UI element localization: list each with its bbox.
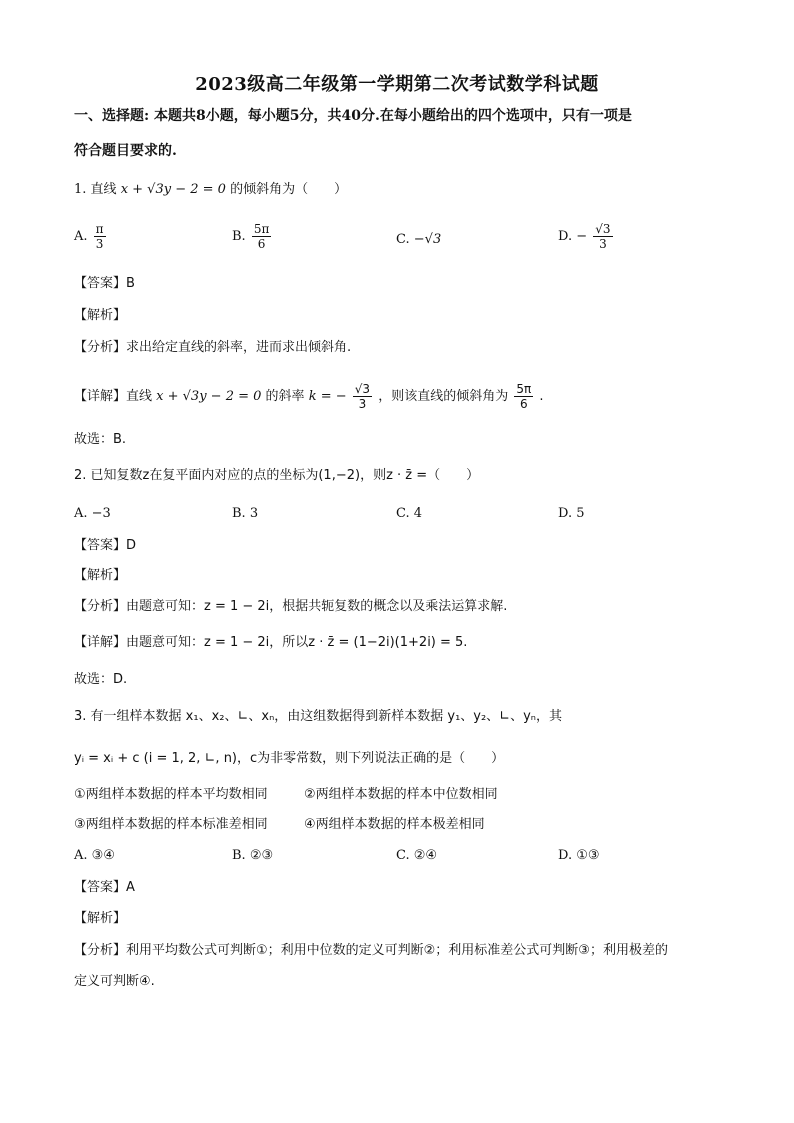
q1-detail-mid2: ，则该直线的倾斜角为 <box>378 389 509 404</box>
q1-fenxi: 【分析】求出给定直线的斜率，进而求出倾斜角. <box>74 340 352 355</box>
q1-detail <box>74 382 724 411</box>
q3-stem-line2: yᵢ = xᵢ + c (i = 1, 2, ∟, n)，c为非零常数，则下列说法正确的是（ ） <box>74 751 505 766</box>
q1-option-a <box>74 222 108 251</box>
q1-choice: 故选：B. <box>74 432 127 447</box>
q1-option-b-label: B. <box>232 229 246 244</box>
q1-option-d-den: 3 <box>599 237 607 251</box>
q1-option-a-label: A. <box>74 229 88 244</box>
q1-stem-prefix: 1. 直线 <box>74 182 117 197</box>
q1-detail-k-num: √3 <box>354 382 371 396</box>
q1-detail-k-fraction <box>353 382 372 411</box>
q3-option-b: B. ②③ <box>232 848 274 863</box>
q3-stem-line1: 3. 有一组样本数据 x₁、x₂、∟、xₙ，由这组数据得到新样本数据 y₁、y₂、∟、yₙ，其 <box>74 709 562 724</box>
q3-statement-4: ④两组样本数据的样本极差相同 <box>304 817 485 832</box>
q2-answer: 【答案】D <box>74 538 137 553</box>
q2-option-c: C. 4 <box>396 506 423 521</box>
q1-option-d-fraction <box>593 222 612 251</box>
q1-detail-mid: 的斜率 <box>265 389 305 404</box>
section-heading-line2: 符合题目要求的. <box>74 143 177 159</box>
q3-statement-2: ②两组样本数据的样本中位数相同 <box>304 787 498 802</box>
q2-option-b: B. 3 <box>232 506 259 521</box>
q1-option-c-value: −√3 <box>413 232 442 247</box>
q2-option-d: D. 5 <box>558 506 585 521</box>
q3-fenxi-line1: 【分析】利用平均数公式可判断①；利用中位数的定义可判断②；利用标准差公式可判断③；利用极差的 <box>74 943 668 958</box>
q1-option-a-den: 3 <box>95 237 104 251</box>
q2-choice: 故选：D. <box>74 672 128 687</box>
q1-answer: 【答案】B <box>74 276 135 291</box>
q1-option-a-num: π <box>95 222 104 236</box>
q3-option-d: D. ①③ <box>558 848 600 863</box>
q3-statement-1: ①两组样本数据的样本平均数相同 <box>74 787 268 802</box>
q1-detail-equation: x + √3y − 2 = 0 <box>156 389 262 404</box>
q1-detail-k-den: 3 <box>358 397 367 411</box>
q1-stem-equation: x + √3y − 2 = 0 <box>120 182 226 197</box>
q3-analysis-label: 【解析】 <box>74 911 127 926</box>
q2-detail: 【详解】由题意可知：z = 1 − 2i，所以z · z̄ = (1−2i)(1+2i) = 5. <box>74 635 468 650</box>
q1-option-d <box>558 222 615 251</box>
q1-detail-angle-num: 5π <box>516 382 532 396</box>
q1-option-c-label: C. <box>396 232 410 247</box>
q1-option-d-sign: − <box>576 229 588 244</box>
q1-detail-end: . <box>539 389 544 404</box>
q1-option-c <box>396 230 441 250</box>
q1-option-b-den: 6 <box>257 237 266 251</box>
q1-option-a-fraction <box>94 222 106 251</box>
page-title: 2023级高二年级第一学期第二次考试数学科试题 <box>195 74 599 95</box>
q2-fenxi: 【分析】由题意可知：z = 1 − 2i，根据共轭复数的概念以及乘法运算求解. <box>74 599 508 614</box>
q1-stem <box>74 180 724 200</box>
q1-detail-prefix: 【详解】直线 <box>74 389 153 404</box>
q3-fenxi-line2: 定义可判断④. <box>74 974 155 989</box>
q1-stem-suffix: 的倾斜角为（ ） <box>230 182 348 197</box>
q2-analysis-label: 【解析】 <box>74 568 127 583</box>
section-heading-line1: 一、选择题: 本题共8小题，每小题5分，共40分.在每小题给出的四个选项中，只有一项是 <box>74 108 632 124</box>
q3-option-c: C. ②④ <box>396 848 438 863</box>
q1-detail-angle-fraction <box>514 382 533 411</box>
q3-answer: 【答案】A <box>74 880 135 895</box>
q1-option-b-fraction <box>252 222 272 251</box>
q1-analysis-label: 【解析】 <box>74 308 127 323</box>
q3-statement-3: ③两组样本数据的样本标准差相同 <box>74 817 268 832</box>
q2-stem: 2. 已知复数z在复平面内对应的点的坐标为(1,−2)，则z · z̄ =（ ） <box>74 468 480 483</box>
q1-detail-angle-den: 6 <box>519 397 528 411</box>
q1-option-b <box>232 222 273 251</box>
q1-option-d-num: √3 <box>595 222 611 236</box>
q2-option-a: A. −3 <box>74 506 111 521</box>
q1-detail-k: k = − <box>308 389 347 404</box>
q3-option-a: A. ③④ <box>74 848 115 863</box>
q1-option-d-label: D. <box>558 229 573 244</box>
q1-option-b-num: 5π <box>253 222 270 236</box>
